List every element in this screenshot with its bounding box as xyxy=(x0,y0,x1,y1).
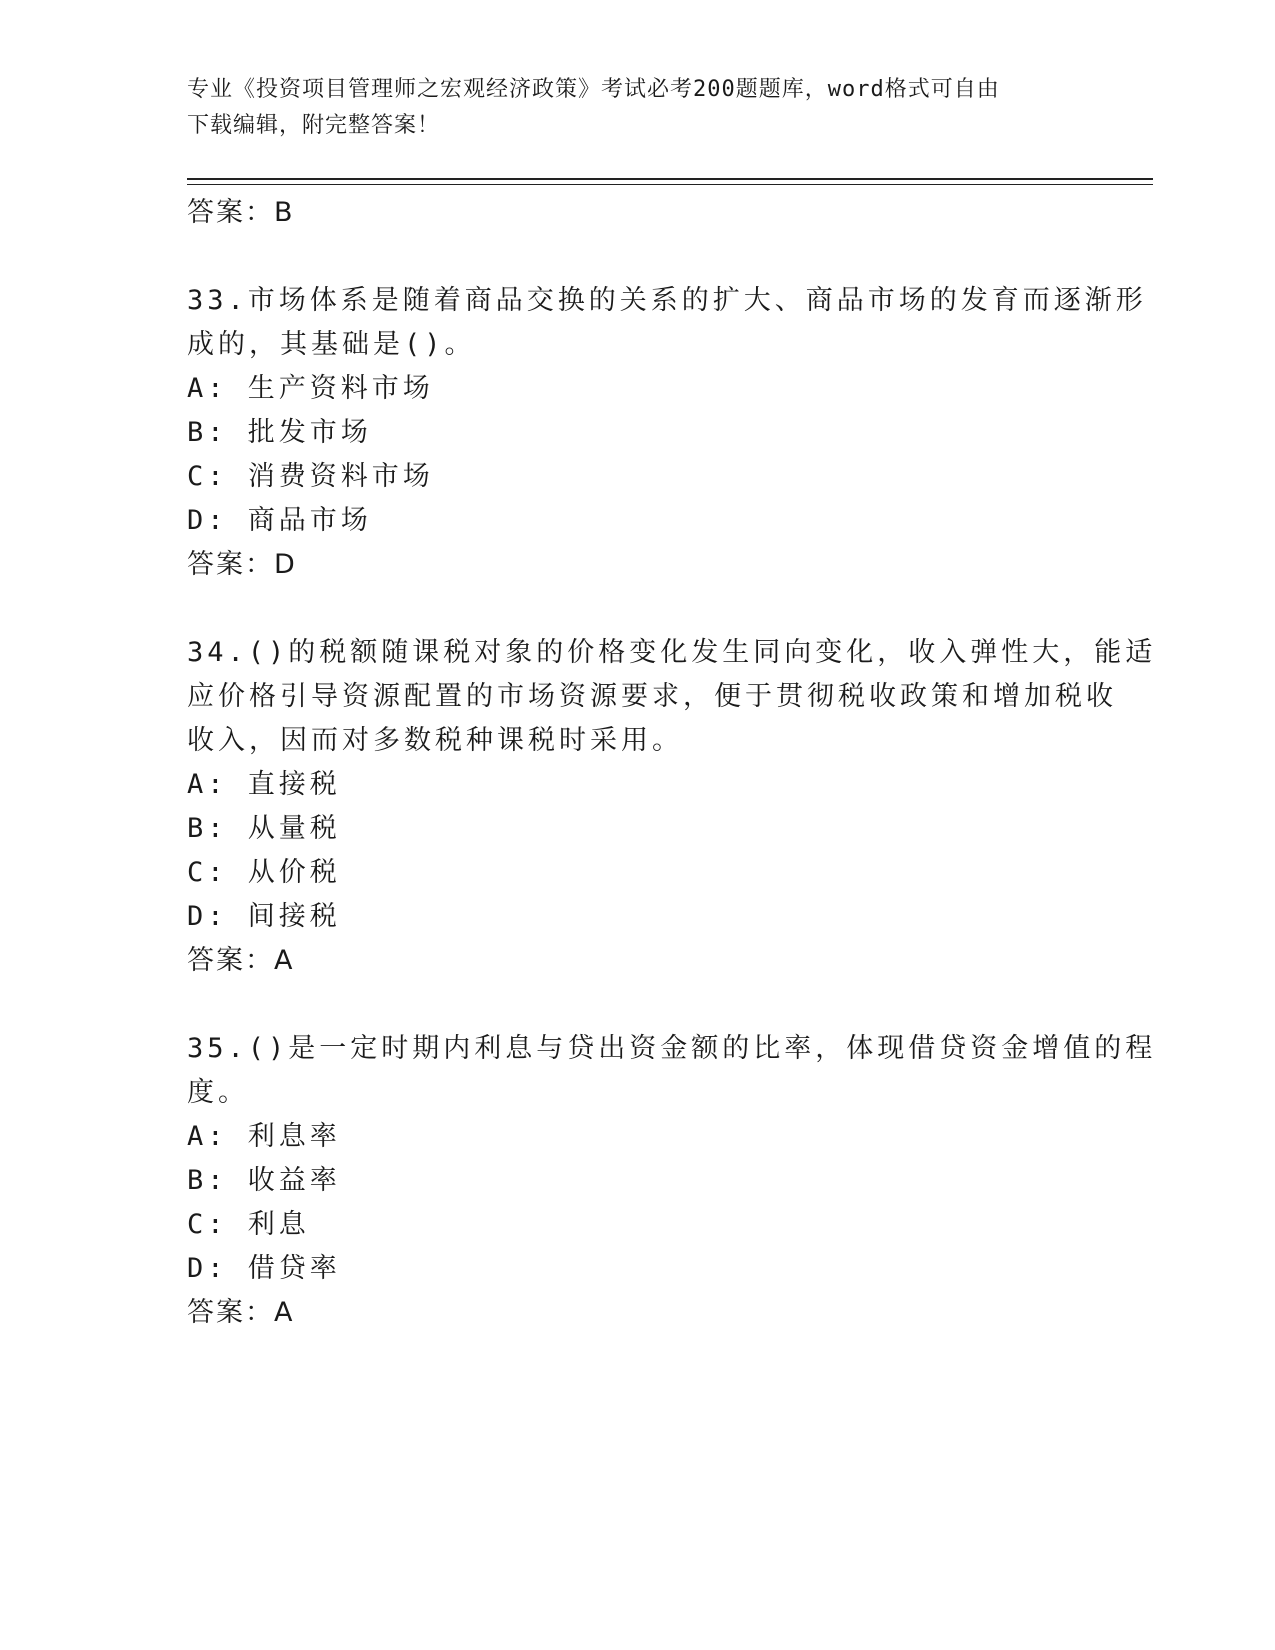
question-34-option-a: A: 直接税 xyxy=(187,769,341,800)
question-33-stem-line-2: 成的，其基础是()。 xyxy=(187,329,476,360)
question-35-option-d: D: 借贷率 xyxy=(187,1253,341,1284)
question-33-stem-line-1: 33.市场体系是随着商品交换的关系的扩大、商品市场的发育而逐渐形 xyxy=(187,285,1147,316)
header-line-1: 专业《投资项目管理师之宏观经济政策》考试必考200题题库，word格式可自由 xyxy=(187,77,1000,102)
header-divider-thick xyxy=(187,178,1153,180)
question-34-stem-line-3: 收入，因而对多数税种课税时采用。 xyxy=(187,725,683,756)
header-divider-thin xyxy=(187,184,1153,185)
question-35-option-b: B: 收益率 xyxy=(187,1165,341,1196)
question-33-option-d: D: 商品市场 xyxy=(187,505,372,536)
question-35-option-a: A: 利息率 xyxy=(187,1121,341,1152)
question-34-option-b: B: 从量税 xyxy=(187,813,341,844)
previous-answer: 答案：B xyxy=(187,197,295,228)
question-34-option-c: C: 从价税 xyxy=(187,857,341,888)
header-line-2: 下载编辑，附完整答案！ xyxy=(187,113,441,138)
question-33-answer: 答案：D xyxy=(187,549,297,580)
question-34-stem-line-1: 34.()的税额随课税对象的价格变化发生同向变化，收入弹性大，能适 xyxy=(187,637,1157,668)
question-34-stem-line-2: 应价格引导资源配置的市场资源要求，便于贯彻税收政策和增加税收 xyxy=(187,681,1117,712)
question-34-answer: 答案：A xyxy=(187,945,295,976)
question-34-option-d: D: 间接税 xyxy=(187,901,341,932)
question-35-answer: 答案：A xyxy=(187,1297,295,1328)
question-33-option-b: B: 批发市场 xyxy=(187,417,372,448)
question-35-stem-line-1: 35.()是一定时期内利息与贷出资金额的比率，体现借贷资金增值的程 xyxy=(187,1033,1157,1064)
question-33-option-a: A: 生产资料市场 xyxy=(187,373,434,404)
question-35-stem-line-2: 度。 xyxy=(187,1077,249,1108)
question-33-option-c: C: 消费资料市场 xyxy=(187,461,434,492)
document-header xyxy=(187,72,1077,144)
question-35-option-c: C: 利息 xyxy=(187,1209,310,1240)
